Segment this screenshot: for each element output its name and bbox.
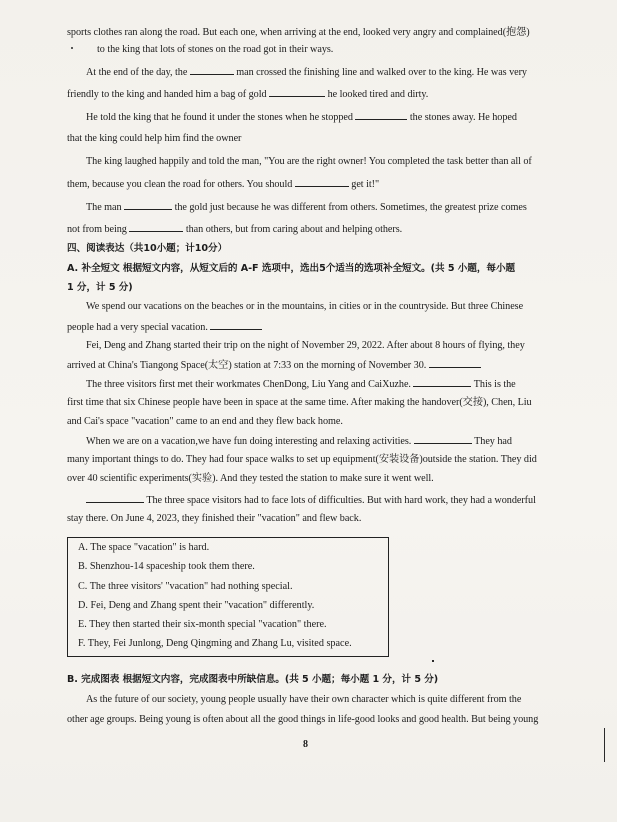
passage-line-1: We spend our vacations on the beaches or in the mountains, in cities or in the countryside. But three Chinese xyxy=(86,301,524,312)
story-line-5: He told the king that he found it under the stones when he stopped the stones away. He hoped xyxy=(86,112,517,123)
part-b-line-1: As the future of our society, young people usually have their own character which is quite different from the xyxy=(86,694,522,705)
option-f: F. They, Fei Junlong, Deng Qingming and Zhang Lu, visited space. xyxy=(78,638,352,649)
story-line-4: friendly to the king and handed him a bag of gold he looked tired and dirty. xyxy=(67,89,429,100)
passage-line-9: many important things to do. They had four space walks to set up equipment(安装设备)outside the station. They did xyxy=(67,454,537,465)
passage-line-4: arrived at China's Tiangong Space(太空) station at 7:33 on the morning of November 30. xyxy=(67,358,481,372)
answer-blank[interactable] xyxy=(124,200,172,210)
story-line-10: not from being than others, but from caring about and helping others. xyxy=(67,224,403,235)
option-a: A. The space "vacation" is hard. xyxy=(78,542,210,553)
option-d: D. Fei, Deng and Zhang spent their "vacation" differently. xyxy=(78,600,315,611)
part-b-instructions: B. 完成图表 根据短文内容，完成图表中所缺信息。(共 5 小题；每小题 1 分，计 5 分) xyxy=(67,674,439,685)
story-line-3: At the end of the day, the man crossed the finishing line and walked over to the king. He was very xyxy=(86,67,527,78)
option-c: C. The three visitors' "vacation" had nothing special. xyxy=(78,581,293,592)
answer-blank-1[interactable] xyxy=(210,320,262,330)
story-line-9: The man the gold just because he was different from others. Sometimes, the greatest prize comes xyxy=(86,202,527,213)
passage-line-7: and Cai's space "vacation" came to an end and they flew back home. xyxy=(67,416,343,427)
passage-line-3: Fei, Deng and Zhang started their trip on the night of November 29, 2022. After about 8 hours of flying, they xyxy=(86,340,525,351)
story-line-8: them, because you clean the road for others. You should get it!" xyxy=(67,179,380,190)
section-title: 四、阅读表达（共10小题；计10分） xyxy=(67,243,228,254)
option-b: B. Shenzhou-14 spaceship took them there. xyxy=(78,561,255,572)
scan-mark xyxy=(604,728,605,762)
answer-blank-2[interactable] xyxy=(429,358,481,368)
passage-line-12: stay there. On June 4, 2023, they finished their "vacation" and flew back. xyxy=(67,513,362,524)
answer-blank[interactable] xyxy=(355,110,407,120)
option-e: E. They then started their six-month special "vacation" there. xyxy=(78,619,327,630)
story-line-6: that the king could help him find the owner xyxy=(67,133,242,144)
passage-line-11: The three space visitors had to face lots of difficulties. But with hard work, they had a wonderful xyxy=(86,493,536,507)
part-a-instructions-cont: 1 分，计 5 分) xyxy=(67,282,133,293)
options-box xyxy=(67,537,389,657)
answer-blank[interactable] xyxy=(129,222,183,232)
passage-line-10: over 40 scientific experiments(实验). And they tested the station to make sure it went well. xyxy=(67,473,434,484)
story-line-1: sports clothes ran along the road. But each one, when arriving at the end, looked very angry and complained(抱怨) xyxy=(67,27,530,38)
passage-line-6: first time that six Chinese people have been in space at the same time. After making the handover(交接), Chen, Liu xyxy=(67,397,532,408)
answer-blank-3[interactable] xyxy=(413,377,471,387)
part-b-line-2: other age groups. Being young is often about all the good things in life-good looks and good health. But being young xyxy=(67,714,539,725)
scan-dot xyxy=(71,47,73,49)
scan-dot xyxy=(432,660,434,662)
passage-line-8: When we are on a vacation,we have fun doing interesting and relaxing activities. They had xyxy=(86,436,512,447)
answer-blank[interactable] xyxy=(190,65,234,75)
passage-line-5: The three visitors first met their workmates ChenDong, Liu Yang and CaiXuzhe. This is the xyxy=(86,379,516,390)
answer-blank-4[interactable] xyxy=(414,434,472,444)
page-number: 8 xyxy=(303,739,308,750)
story-line-2: to the king that lots of stones on the road got in their ways. xyxy=(97,44,334,55)
passage-line-2: people had a very special vacation. xyxy=(67,320,262,334)
story-line-7: The king laughed happily and told the man, "You are the right owner! You completed the task better than all of xyxy=(86,156,532,167)
part-a-instructions: A. 补全短文 根据短文内容，从短文后的 A-F 选项中，选出5个适当的选项补全短文。(共 5 小题，每小题 xyxy=(67,263,516,274)
answer-blank[interactable] xyxy=(295,177,349,187)
answer-blank-5[interactable] xyxy=(86,493,144,503)
answer-blank[interactable] xyxy=(269,87,325,97)
